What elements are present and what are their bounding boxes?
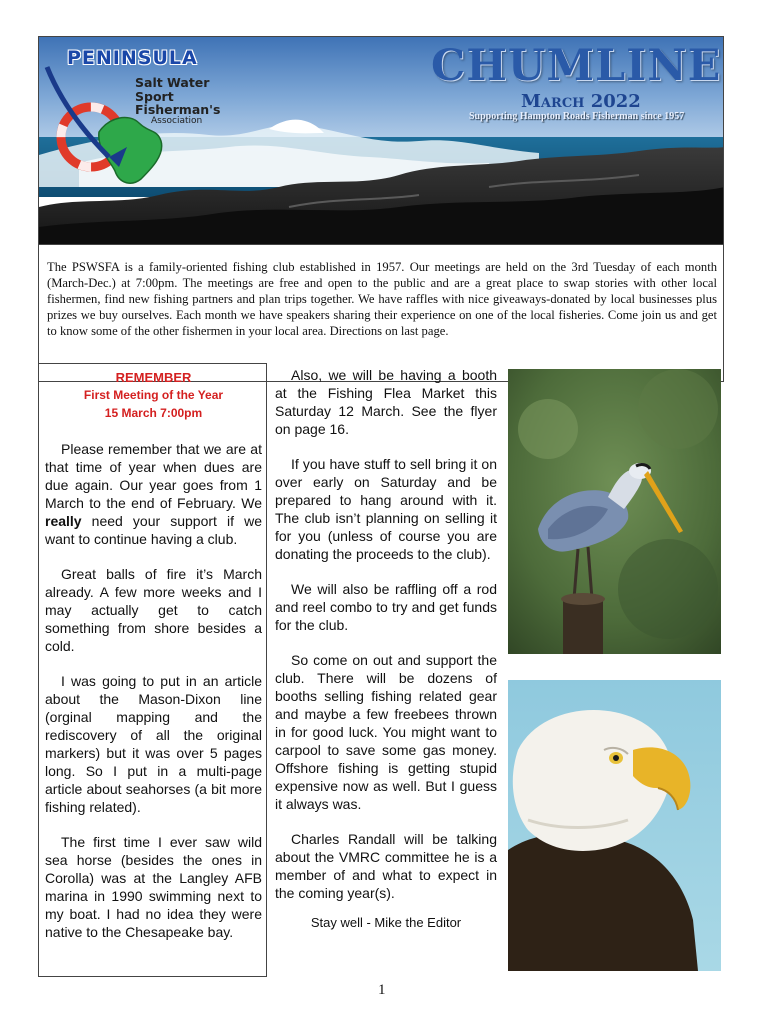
remember-line1: First Meeting of the Year bbox=[83, 388, 224, 402]
p1-bold: really bbox=[45, 513, 82, 529]
remember-title: REMEMBER bbox=[115, 370, 192, 385]
logo-line-association: Association bbox=[151, 116, 203, 126]
middle-paragraph-2: If you have stuff to sell bring it on over early on Saturday and be prepared to hang around with it. The club isn’t planning on selling it for you (unless of course you are donating the proceeds to the club). bbox=[275, 456, 497, 562]
tagline: Supporting Hampton Roads Fisherman since 1957 bbox=[469, 111, 685, 122]
intro-box bbox=[38, 245, 724, 382]
p1-text-b: need your support if we want to continue having a club. bbox=[45, 513, 262, 547]
editor-signoff: Stay well - Mike the Editor bbox=[310, 915, 462, 930]
remember-line2: 15 March 7:00pm bbox=[104, 406, 203, 420]
middle-paragraph-5: Charles Randall will be talking about the VMRC committee he is a member of and what to expect in the coming year(s). bbox=[275, 831, 497, 901]
middle-paragraph-1: Also, we will be having a booth at the Fishing Flea Market this Saturday 12 March. See the flyer on page 16. bbox=[275, 367, 497, 437]
left-paragraph-3: I was going to put in an article about the Mason-Dixon line (orginal mapping and the rediscovery of all the original markers) but it was over 5 pages long. So I put in a multi-page article about seahorses (a bit more fishing related). bbox=[45, 673, 262, 815]
left-column bbox=[38, 363, 267, 977]
middle-paragraph-4: So come on out and support the club. There will be dozens of booths selling fishing related gear and maybe a few freebees thrown in for good luck. You might want to carpool to save some gas money. Offshore fishing is getting stupid expensive now as well. But I guess it always was. bbox=[275, 652, 497, 812]
left-paragraph-1 bbox=[45, 440, 262, 548]
middle-paragraph-3: We will also be raffling off a rod and reel combo to try and get funds for the club. bbox=[275, 581, 497, 633]
middle-column bbox=[275, 363, 497, 986]
page-number: 1 bbox=[378, 982, 386, 998]
newsletter-title: CHUMLINE bbox=[431, 41, 722, 91]
p1-text-a: Please remember that we are at that time of year when dues are due again. Our year goes from 1 March to the end of February. We bbox=[45, 441, 262, 511]
eagle-photo bbox=[508, 680, 721, 971]
heron-photo bbox=[508, 369, 721, 654]
logo-peninsula: PENINSULA bbox=[67, 47, 198, 69]
logo-line-fishermans: Fisherman's bbox=[135, 102, 221, 117]
logo-line-salt-water: Salt Water bbox=[135, 75, 210, 90]
left-paragraph-4: The first time I ever saw wild sea horse (besides the ones in Corolla) was at the Langley AFB marina in 1990 swimming next to my boat. I had no idea they were native to the Chesapeake bay. bbox=[45, 834, 262, 940]
remember-notice bbox=[45, 370, 262, 422]
logo-line-sport: Sport bbox=[135, 89, 174, 104]
intro-text: The PSWSFA is a family-oriented fishing club established in 1957. Our meetings are held on the 3rd Tuesday of each month (March-Dec.) at 7:00pm. The meetings are free and open to the public and are a great place to swap stories with other local fishermen, find new fishing partners and plan trips together. We have raffles with nice giveaways-donated by local businesses plus prizes we buy ourselves. Each month we have speakers sharing their experience on one of the local fisheries. Come join us and get to know some of the other fishermen in your local area. Directions on last page. bbox=[47, 260, 717, 338]
left-paragraph-2: Great balls of fire it’s March already. A few more weeks and I may actually get to catch something from shore besides a cold. bbox=[45, 566, 262, 654]
issue-date: March 2022 bbox=[521, 91, 641, 112]
masthead-banner bbox=[38, 36, 724, 245]
